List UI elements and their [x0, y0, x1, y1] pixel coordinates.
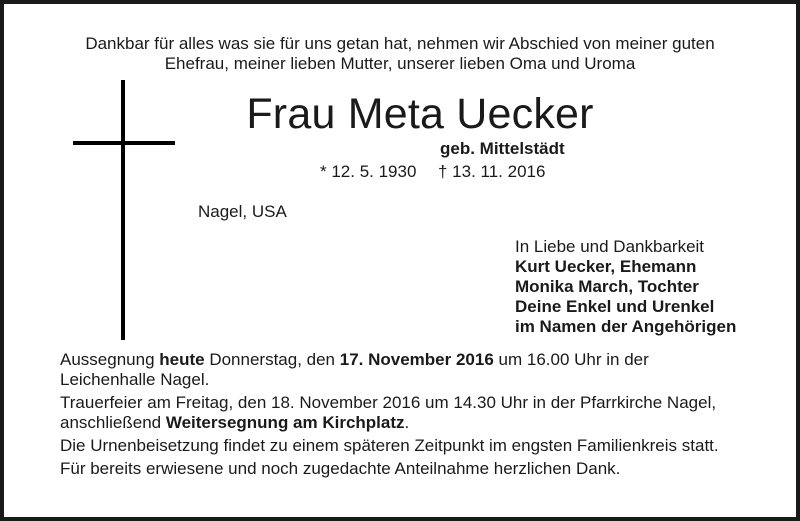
cross-icon-vertical — [121, 80, 125, 340]
thanks-paragraph: Für bereits erwiesene und noch zugedachte Anteilnahme herzlichen Dank. — [60, 459, 621, 478]
cross-icon-horizontal — [73, 141, 175, 145]
deceased-name: Frau Meta Uecker — [246, 90, 594, 138]
service-line-2 — [60, 413, 760, 433]
blessing-text-2: Donnerstag, den — [204, 350, 340, 369]
blessing-line-2: Leichenhalle Nagel. — [60, 370, 210, 389]
death-date: † 13. 11. 2016 — [438, 162, 546, 181]
service-text-1: anschließend — [60, 413, 166, 432]
mourner-name: Kurt Uecker, Ehemann — [515, 257, 697, 276]
birth-date: * 12. 5. 1930 — [320, 162, 417, 181]
blessing-text-3: um 16.00 Uhr in der — [493, 350, 649, 369]
intro-line-1: Dankbar für alles was sie für uns getan hat, nehmen wir Abschied von meiner guten — [85, 34, 715, 53]
blessing-paragraph — [60, 350, 760, 390]
service-paragraph — [60, 393, 760, 433]
mourners-block — [515, 237, 736, 337]
mourner-name: Monika March, Tochter — [515, 277, 699, 296]
service-text-2: . — [404, 413, 410, 432]
blessing-line-1 — [60, 350, 760, 370]
service-details — [60, 350, 760, 482]
maiden-name: geb. Mittelstädt — [440, 139, 565, 158]
service-line-1: Trauerfeier am Freitag, den 18. November 2016 um 14.30 Uhr in der Pfarrkirche Nagel, — [60, 393, 717, 412]
intro-text — [20, 34, 780, 74]
service-bold: Weitersegnung am Kirchplatz — [165, 413, 405, 432]
mourner-name: im Namen der Angehörigen — [515, 317, 737, 336]
location: Nagel, USA — [198, 202, 287, 221]
mourner-name: Deine Enkel und Urenkel — [515, 297, 715, 316]
blessing-text-1: Aussegnung — [60, 350, 160, 369]
urn-paragraph: Die Urnenbeisetzung findet zu einem späteren Zeitpunkt im engsten Familienkreis statt. — [60, 436, 719, 455]
blessing-today: heute — [159, 350, 205, 369]
mourners-heading: In Liebe und Dankbarkeit — [515, 237, 705, 256]
intro-line-2: Ehefrau, meiner lieben Mutter, unserer lieben Oma und Uroma — [164, 54, 636, 73]
blessing-date: 17. November 2016 — [339, 350, 494, 369]
